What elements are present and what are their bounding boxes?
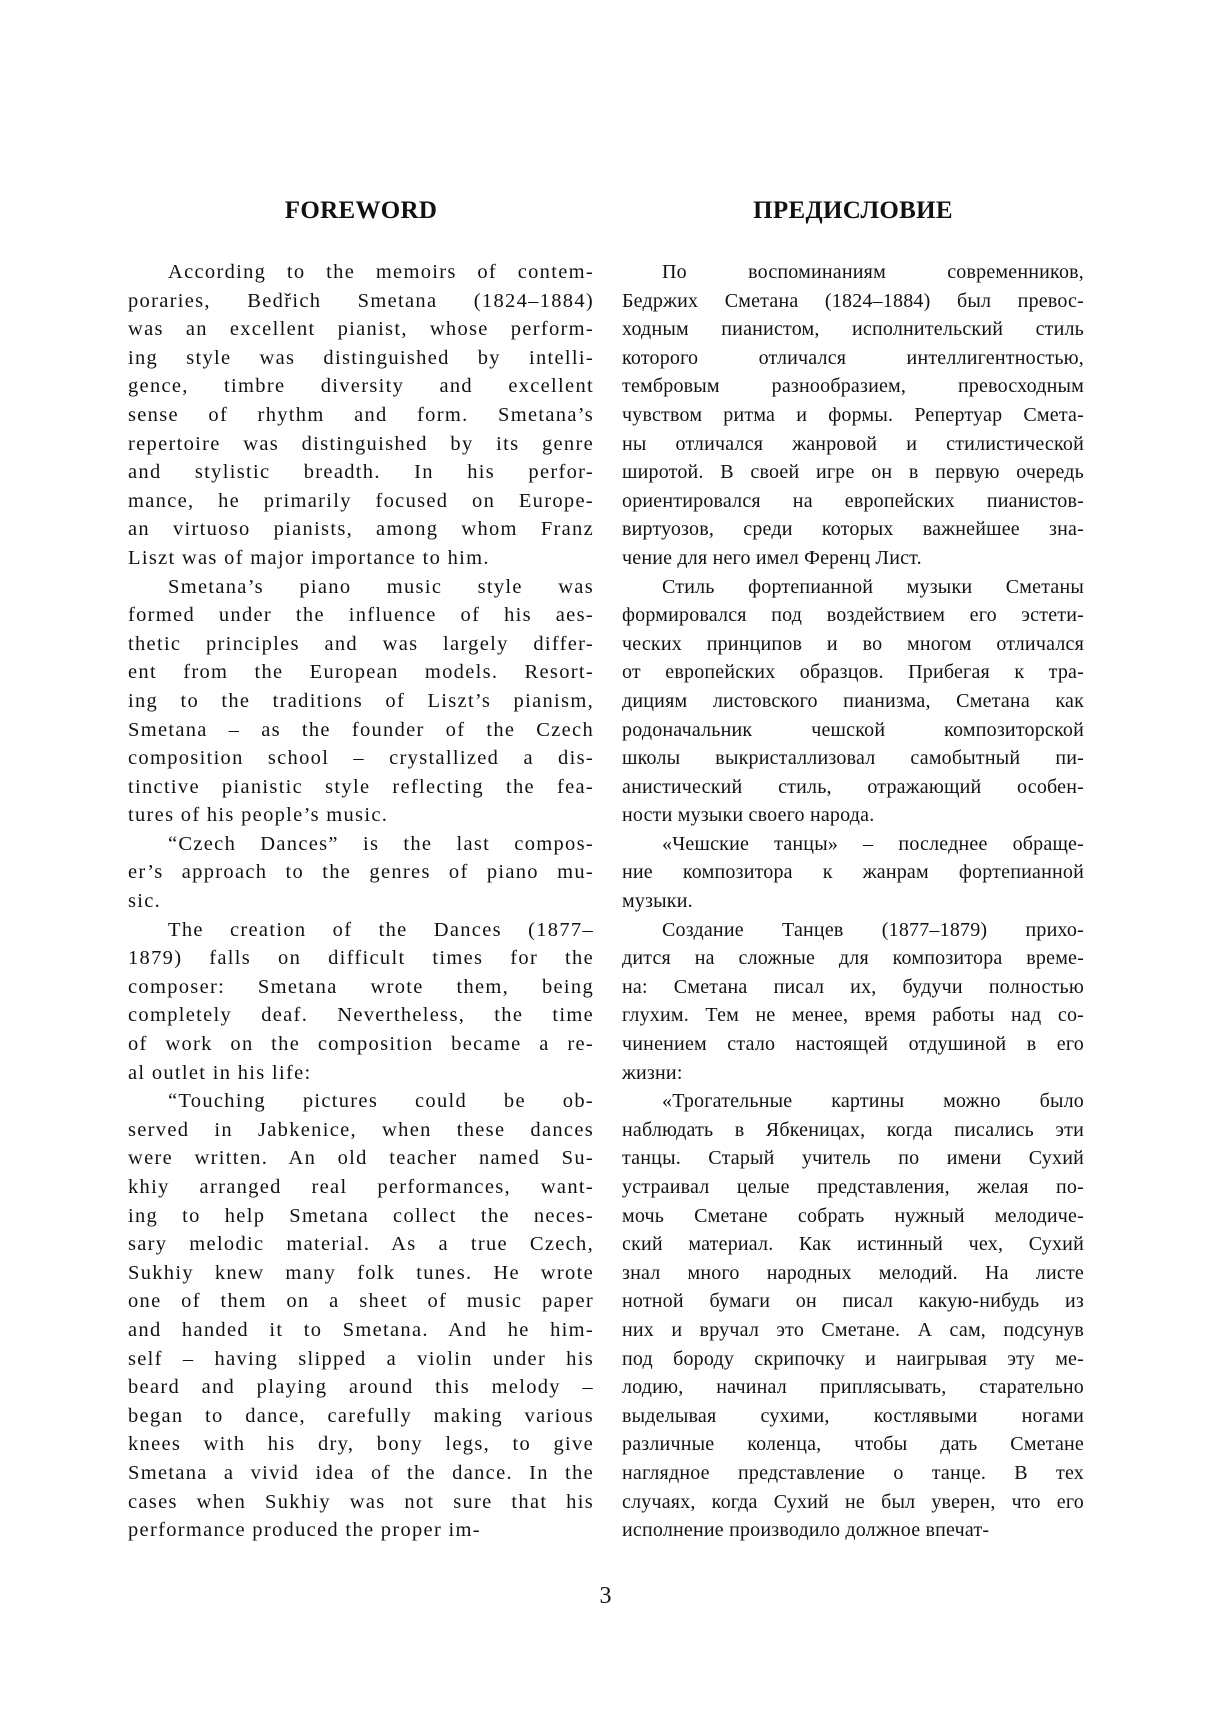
text-line: an virtuoso pianists, among whom Franz bbox=[128, 518, 594, 541]
text-line: The creation of the Dances (1877– bbox=[168, 918, 594, 941]
text-line: ing style was distinguished by intelli- bbox=[128, 346, 594, 369]
text-line: ский материал. Как истинный чех, Сухий bbox=[622, 1233, 1084, 1256]
text-line: устраивал целые представления, желая по- bbox=[622, 1176, 1084, 1198]
text-line: которого отличался интеллигентностью, bbox=[622, 346, 1084, 369]
text-line: знал много народных мелодий. На листе bbox=[622, 1261, 1084, 1284]
text-line: was an excellent pianist, whose perform- bbox=[128, 318, 594, 341]
text-line: формировался под воздействием его эстети- bbox=[622, 604, 1084, 627]
text-line: Sukhiy knew many folk tunes. He wrote bbox=[128, 1261, 594, 1284]
text-line: Liszt was of major importance to him. bbox=[128, 546, 490, 569]
text-line: served in Jabkenice, when these dances bbox=[128, 1118, 594, 1141]
text-line: ходным пианистом, исполнительский стиль bbox=[622, 318, 1084, 341]
text-line: «Трогательные картины можно было bbox=[662, 1090, 1084, 1113]
text-line: sic. bbox=[128, 890, 162, 913]
text-line: танцы. Старый учитель по имени Сухий bbox=[622, 1147, 1084, 1170]
text-line: исполнение производило должное впечат- bbox=[622, 1519, 990, 1542]
text-line: под бороду скрипочку и наигрывая эту ме- bbox=[622, 1347, 1084, 1370]
text-line: Smetana – as the founder of the Czech bbox=[128, 718, 594, 741]
text-line: composer: Smetana wrote them, being bbox=[128, 975, 594, 998]
text-line: школы выкристаллизовал самобытный пи- bbox=[622, 747, 1084, 770]
text-line: тембровым разнообразием, превосходным bbox=[622, 375, 1084, 398]
text-line: formed under the influence of his aes- bbox=[128, 604, 594, 627]
paragraph bbox=[128, 258, 594, 573]
paragraph bbox=[622, 573, 1084, 830]
text-line: ности музыки своего народа. bbox=[622, 804, 875, 827]
text-line: глухим. Тем не менее, время работы над со- bbox=[622, 1004, 1084, 1027]
text-line: лодию, начинал приплясывать, старательно bbox=[622, 1376, 1084, 1399]
text-line: and stylistic breadth. In his perfor- bbox=[128, 461, 594, 484]
text-line: По воспоминаниям современников, bbox=[662, 261, 1084, 283]
text-line: knees with his dry, bony legs, to give bbox=[128, 1433, 594, 1456]
text-line: Стиль фортепианной музыки Сметаны bbox=[662, 575, 1084, 598]
russian-body bbox=[622, 258, 1084, 1545]
paragraph bbox=[622, 258, 1084, 573]
text-line: khiy arranged real performances, want- bbox=[128, 1176, 594, 1198]
text-line: анистический стиль, отражающий особен- bbox=[622, 775, 1084, 798]
paragraph bbox=[622, 916, 1084, 1088]
text-line: чение для него имел Ференц Лист. bbox=[622, 546, 922, 569]
paragraph bbox=[128, 573, 594, 830]
text-line: tures of his people’s music. bbox=[128, 804, 389, 827]
text-line: ent from the European models. Resort- bbox=[128, 661, 594, 684]
text-line: began to dance, carefully making various bbox=[128, 1404, 594, 1427]
text-line: tinctive pianistic style reflecting the fea- bbox=[128, 775, 594, 798]
text-line: от европейских образцов. Прибегая к тра- bbox=[622, 661, 1084, 684]
paragraph bbox=[128, 916, 594, 1088]
paragraph bbox=[128, 1087, 594, 1545]
text-line: мочь Сметане собрать нужный мелодиче- bbox=[622, 1204, 1084, 1227]
text-line: наблюдать в Ябкеницах, когда писались эти bbox=[622, 1118, 1084, 1141]
text-line: composition school – crystallized a dis- bbox=[128, 747, 594, 770]
text-line: “Czech Dances” is the last compos- bbox=[168, 832, 594, 855]
text-line: выделывая сухими, костлявыми ногами bbox=[622, 1404, 1084, 1427]
text-line: self – having slipped a violin under his bbox=[128, 1347, 594, 1370]
text-line: чинением стало настоящей отдушиной в его bbox=[622, 1033, 1084, 1056]
text-line: нотной бумаги он писал какую-нибудь из bbox=[622, 1290, 1084, 1313]
text-line: gence, timbre diversity and excellent bbox=[128, 375, 594, 398]
text-line: poraries, Bedřich Smetana (1824–1884) bbox=[128, 289, 594, 312]
text-line: completely deaf. Nevertheless, the time bbox=[128, 1004, 594, 1027]
text-line: ны отличался жанровой и стилистической bbox=[622, 432, 1084, 455]
paragraph bbox=[128, 830, 594, 916]
text-line: них и вручал это Сметане. А сам, подсунув bbox=[622, 1318, 1084, 1341]
text-line: ing to the traditions of Liszt’s pianism, bbox=[128, 689, 594, 712]
page-number: 3 bbox=[599, 1583, 612, 1609]
text-line: виртуозов, среди которых важнейшее зна- bbox=[622, 518, 1084, 541]
text-line: различные коленца, чтобы дать Сметане bbox=[622, 1433, 1084, 1456]
text-line: дится на сложные для композитора време- bbox=[622, 947, 1084, 970]
paragraph bbox=[622, 1087, 1084, 1545]
text-line: чувством ритма и формы. Репертуар Смета- bbox=[622, 403, 1084, 426]
text-line: mance, he primarily focused on Europe- bbox=[128, 489, 594, 512]
text-line: of work on the composition became a re- bbox=[128, 1033, 594, 1056]
text-line: 1879) falls on difficult times for the bbox=[128, 947, 594, 970]
text-line: repertoire was distinguished by its genre bbox=[128, 432, 594, 455]
text-line: er’s approach to the genres of piano mu- bbox=[128, 861, 594, 884]
text-line: one of them on a sheet of music paper bbox=[128, 1290, 594, 1313]
text-line: на: Сметана писал их, будучи полностью bbox=[622, 975, 1084, 998]
text-line: ческих принципов и во многом отличался bbox=[622, 632, 1084, 655]
text-line: родоначальник чешской композиторской bbox=[622, 718, 1084, 741]
text-line: музыки. bbox=[622, 890, 693, 913]
text-line: ing to help Smetana collect the neces- bbox=[128, 1204, 594, 1227]
text-line: ориентировался на европейских пианистов- bbox=[622, 489, 1084, 512]
text-line: were written. An old teacher named Su- bbox=[128, 1147, 594, 1170]
text-line: широтой. В своей игре он в первую очередь bbox=[622, 461, 1084, 484]
text-line: “Touching pictures could be ob- bbox=[168, 1090, 594, 1113]
english-body bbox=[128, 258, 594, 1545]
text-line: and handed it to Smetana. And he him- bbox=[128, 1318, 594, 1341]
text-line: al outlet in his life: bbox=[128, 1061, 312, 1084]
text-line: beard and playing around this melody – bbox=[128, 1376, 594, 1399]
text-line: Создание Танцев (1877–1879) прихо- bbox=[662, 918, 1084, 941]
text-line: Бедржих Сметана (1824–1884) был превос- bbox=[622, 289, 1084, 312]
english-heading: FOREWORD bbox=[284, 197, 438, 224]
text-line: дициям листовского пианизма, Сметана как bbox=[622, 689, 1084, 712]
text-line: sary melodic material. As a true Czech, bbox=[128, 1233, 594, 1256]
text-line: sense of rhythm and form. Smetana’s bbox=[128, 403, 594, 426]
text-line: Smetana’s piano music style was bbox=[168, 575, 594, 598]
text-line: According to the memoirs of contem- bbox=[168, 261, 594, 283]
text-line: ние композитора к жанрам фортепианной bbox=[622, 861, 1084, 884]
text-line: наглядное представление о танце. В тех bbox=[622, 1461, 1084, 1484]
text-line: thetic principles and was largely differ- bbox=[128, 632, 594, 655]
text-line: «Чешские танцы» – последнее обраще- bbox=[662, 832, 1084, 855]
text-line: случаях, когда Сухий не был уверен, что его bbox=[622, 1490, 1084, 1513]
text-line: жизни: bbox=[622, 1061, 683, 1084]
paragraph bbox=[622, 830, 1084, 916]
text-line: Smetana a vivid idea of the dance. In the bbox=[128, 1461, 594, 1484]
russian-heading: ПРЕДИСЛОВИЕ bbox=[753, 197, 953, 224]
text-line: cases when Sukhiy was not sure that his bbox=[128, 1490, 594, 1513]
text-line: performance produced the proper im- bbox=[128, 1519, 481, 1542]
